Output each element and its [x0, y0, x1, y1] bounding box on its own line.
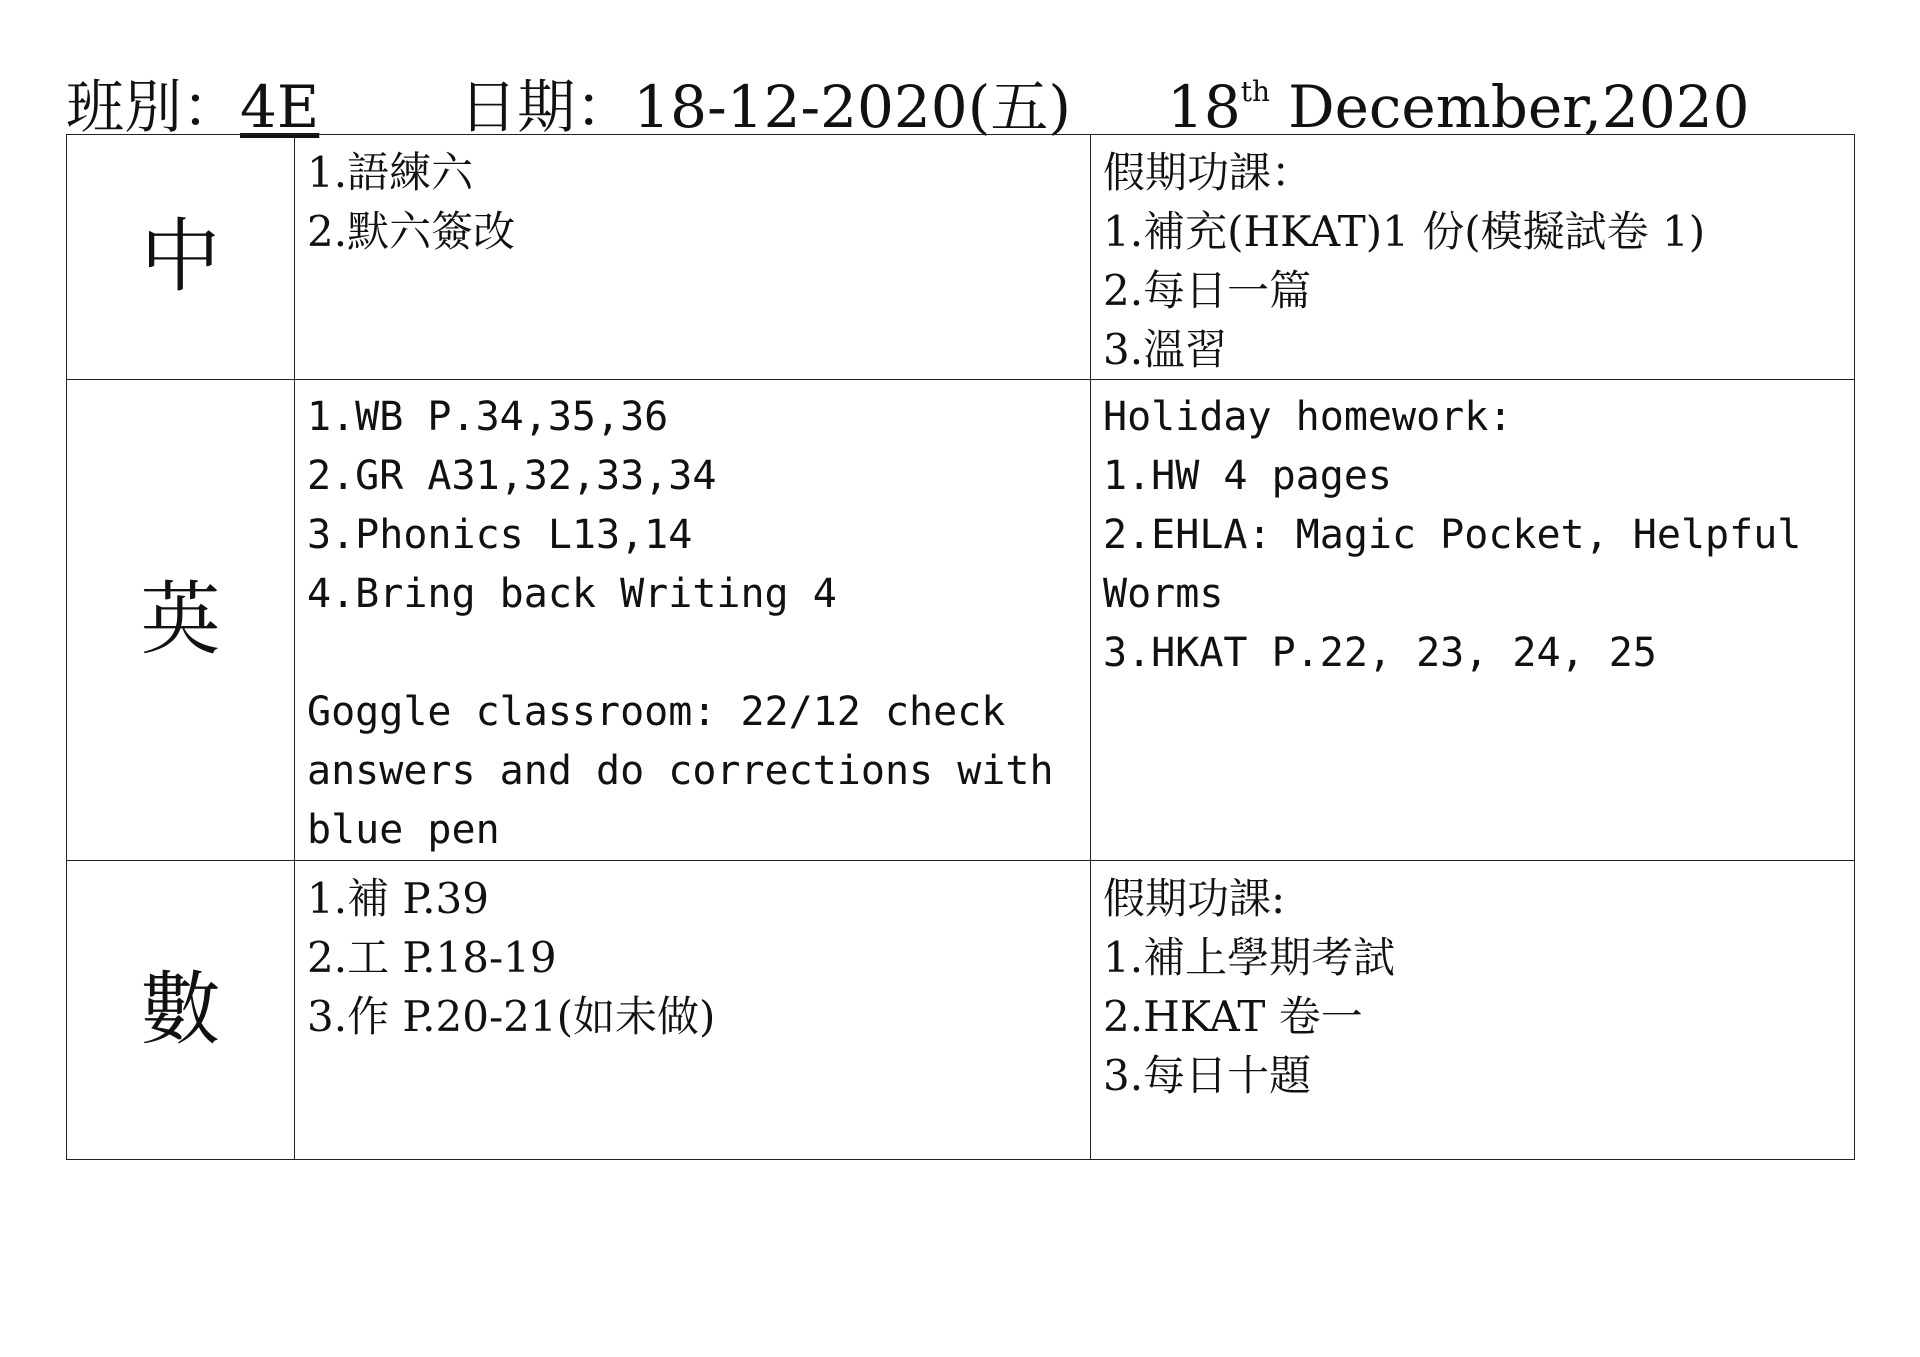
homework-line: 1.補 P.39: [307, 874, 489, 923]
homework-line: blue pen: [307, 807, 500, 853]
homework-table: [66, 134, 1855, 1160]
homework-line: 假期功課:: [1103, 874, 1286, 923]
holiday-homework-list: [1091, 380, 1854, 683]
english-day-suffix: th: [1240, 75, 1271, 108]
homework-line: 1.語練六: [307, 148, 474, 197]
homework-line: Goggle classroom: 22/12 check: [307, 689, 1006, 735]
date-value: 18-12-2020(五): [633, 73, 1071, 141]
homework-line: 1.補上學期考試: [1103, 933, 1396, 982]
homework-line: Worms: [1103, 571, 1224, 617]
english-date: [1167, 52, 1750, 147]
table-row-chinese: [67, 135, 1855, 380]
subject-cell-chinese: 中: [67, 135, 295, 380]
homework-line: 2.HKAT 卷一: [1103, 992, 1363, 1041]
today-homework-list: [295, 861, 1090, 1046]
today-homework-cell-math: [295, 861, 1091, 1160]
today-homework-cell-english: [295, 380, 1091, 861]
homework-line: 3.Phonics L13,14: [307, 512, 693, 558]
english-day: 18: [1166, 73, 1241, 141]
today-homework-list: [295, 380, 1090, 860]
table-row-english: [67, 380, 1855, 861]
date-label: 日期：: [459, 73, 634, 141]
homework-line: Holiday homework:: [1103, 394, 1513, 440]
homework-line: 2.默六簽改: [307, 207, 516, 256]
homework-line: 2.GR A31,32,33,34: [307, 453, 717, 499]
homework-line: 3.溫習: [1103, 325, 1228, 374]
homework-line: 3.每日十題: [1103, 1051, 1312, 1100]
homework-line: 4.Bring back Writing 4: [307, 571, 837, 617]
today-homework-list: [295, 135, 1090, 261]
english-month-year: December,2020: [1288, 73, 1750, 141]
holiday-homework-cell-math: [1091, 861, 1855, 1160]
homework-line: 假期功課：: [1103, 148, 1314, 197]
homework-line: 1.HW 4 pages: [1103, 453, 1392, 499]
subject-cell-english: 英: [67, 380, 295, 861]
holiday-homework-list: [1091, 135, 1854, 379]
class-value: 4E: [240, 73, 320, 141]
homework-line: 1.補充(HKAT)1 份(模擬試卷 1): [1103, 207, 1706, 256]
table-row-math: [67, 861, 1855, 1160]
class-label: 班別：: [66, 73, 241, 141]
today-homework-cell-chinese: [295, 135, 1091, 380]
homework-line: 3.作 P.20-21(如未做): [307, 992, 716, 1041]
blank-line: [307, 624, 1080, 683]
holiday-homework-cell-english: [1091, 380, 1855, 861]
homework-line: 2.EHLA: Magic Pocket, Helpful: [1103, 512, 1802, 558]
homework-line: answers and do corrections with: [307, 748, 1054, 794]
homework-line: 2.工 P.18-19: [307, 933, 557, 982]
homework-line: 2.每日一篇: [1103, 266, 1312, 315]
subject-cell-math: 數: [67, 861, 295, 1160]
holiday-homework-cell-chinese: [1091, 135, 1855, 380]
homework-line: 3.HKAT P.22, 23, 24, 25: [1103, 630, 1657, 676]
worksheet-header: [66, 52, 1866, 141]
homework-line: 1.WB P.34,35,36: [307, 394, 669, 440]
holiday-homework-list: [1091, 861, 1854, 1105]
